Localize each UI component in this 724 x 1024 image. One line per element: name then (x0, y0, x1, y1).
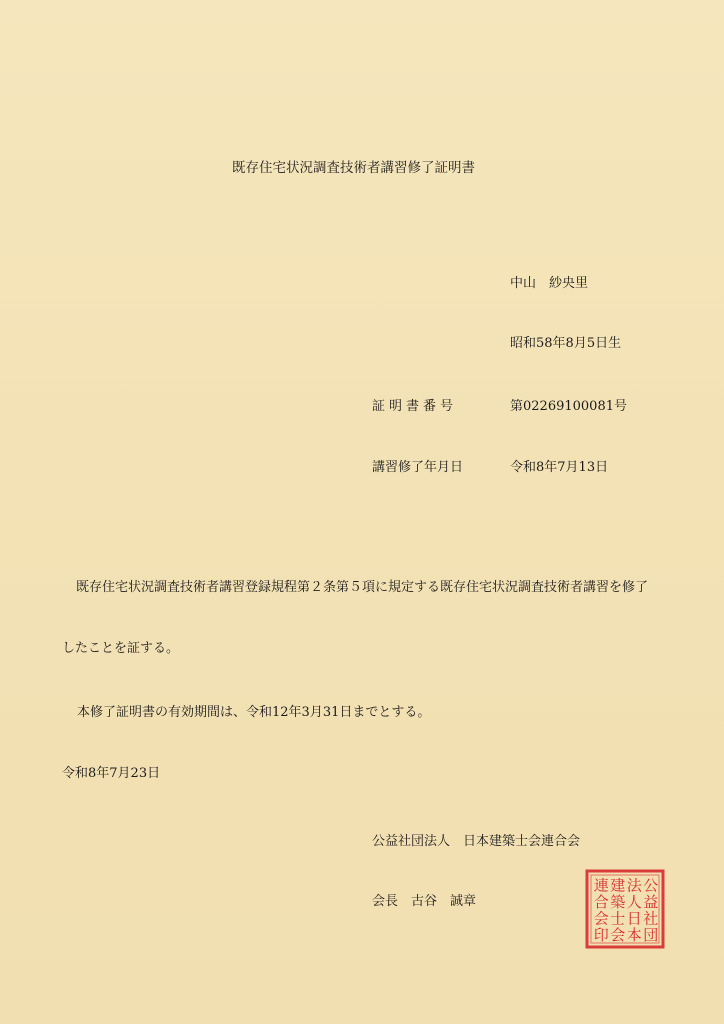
seal-character: 団 (643, 925, 659, 944)
seal-character: 本 (626, 925, 642, 944)
seal-character: 公 (643, 876, 659, 895)
seal-character: 人 (626, 892, 642, 911)
seal-character: 法 (626, 876, 642, 895)
seal-character: 築 (610, 892, 626, 911)
official-seal-stamp (584, 868, 666, 950)
certification-text-line-2: したことを証する。 (62, 641, 180, 656)
seal-character: 会 (610, 925, 626, 944)
issue-date: 令和8年7月23日 (62, 766, 161, 781)
seal-character: 日 (626, 909, 642, 928)
seal-character: 社 (643, 909, 659, 928)
document-title: 既存住宅状況調査技術者講習修了証明書 (232, 160, 475, 176)
seal-character: 益 (643, 892, 659, 911)
issuing-organization: 公益社団法人 日本建築士会連合会 (372, 834, 581, 849)
seal-character: 会 (593, 909, 609, 928)
holder-name: 中山 紗央里 (510, 276, 589, 291)
validity-statement: 本修了証明書の有効期間は、令和12年3月31日までとする。 (77, 705, 431, 720)
completion-date-value: 令和8年7月13日 (510, 460, 609, 475)
seal-character: 合 (593, 892, 609, 911)
holder-birthdate: 昭和58年8月5日生 (510, 336, 622, 351)
seal-character: 士 (610, 909, 626, 928)
seal-character: 建 (610, 876, 626, 895)
certificate-number-value: 第02269100081号 (510, 399, 627, 414)
certification-text-line-1: 既存住宅状況調査技術者講習登録規程第２条第５項に規定する既存住宅状況調査技術者講習を修了 (76, 580, 649, 595)
seal-character: 印 (593, 925, 609, 944)
completion-date-label: 講習修了年月日 (372, 460, 464, 475)
seal-character: 連 (593, 876, 609, 895)
president-name: 会長 古谷 誠章 (372, 894, 477, 909)
certificate-number-label: 証明書番号 (372, 399, 458, 414)
